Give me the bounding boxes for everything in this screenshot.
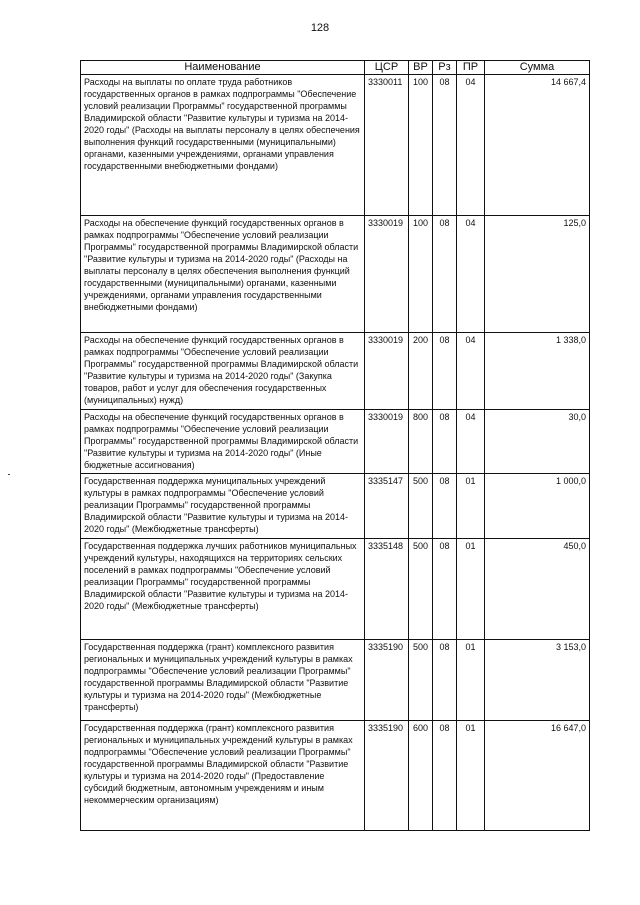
cell-pr: 04: [457, 75, 485, 216]
cell-rz: 08: [433, 640, 457, 721]
cell-sum: 1 000,0: [485, 474, 590, 539]
cell-rz: 08: [433, 721, 457, 831]
cell-csr: 3335148: [365, 539, 409, 640]
header-name: Наименование: [81, 61, 365, 75]
cell-rz: 08: [433, 474, 457, 539]
cell-vr: 500: [409, 474, 433, 539]
table-row: [81, 216, 590, 333]
cell-pr: 01: [457, 539, 485, 640]
table-row: [81, 539, 590, 640]
table-row: [81, 410, 590, 474]
cell-csr: 3335190: [365, 640, 409, 721]
cell-pr: 04: [457, 216, 485, 333]
cell-name: Расходы на обеспечение функций государственных органов в рамках подпрограммы "Обеспечение условий реализации Программы" государственной программы Владимирской области "Развитие культуры и туризма на 2014-2020 годы" (Иные бюджетные ассигнования): [81, 410, 365, 474]
cell-name: Государственная поддержка (грант) комплексного развития региональных и муниципальных учреждений культуры в рамках подпрограммы "Обеспечение условий реализации Программы" государственной программы Владимирской области "Развитие культуры и туризма на 2014-2020 годы" (Межбюджетные трансферты): [81, 640, 365, 721]
header-csr: ЦСР: [365, 61, 409, 75]
cell-pr: 01: [457, 721, 485, 831]
table-row: [81, 640, 590, 721]
cell-pr: 01: [457, 640, 485, 721]
cell-name: Расходы на обеспечение функций государственных органов в рамках подпрограммы "Обеспечение условий реализации Программы" государственной программы Владимирской области "Развитие культуры и туризма на 2014-2020 годы" (Закупка товаров, работ и услуг для обеспечения государственных (муниципальных) нужд): [81, 333, 365, 410]
cell-sum: 1 338,0: [485, 333, 590, 410]
cell-csr: 3330019: [365, 216, 409, 333]
cell-rz: 08: [433, 410, 457, 474]
table-row: [81, 75, 590, 216]
cell-name: Расходы на выплаты по оплате труда работников государственных органов в рамках подпрограммы "Обеспечение условий реализации Программы" государственной программы Владимирской области "Развитие культуры и туризма на 2014-2020 годы" (Расходы на выплаты персоналу в целях обеспечения выполнения функций государственными (муниципальными) органами, казенными учреждениями, органами управления государственными внебюджетными фондами): [81, 75, 365, 216]
table-row: [81, 721, 590, 831]
cell-sum: 30,0: [485, 410, 590, 474]
cell-name: Государственная поддержка (грант) комплексного развития региональных и муниципальных учреждений культуры в рамках подпрограммы "Обеспечение условий реализации Программы" государственной программы Владимирской области "Развитие культуры и туризма на 2014-2020 годы" (Предоставление субсидий бюджетным, автономным учреждениям и иным некоммерческим организациям): [81, 721, 365, 831]
cell-name: Государственная поддержка муниципальных учреждений культуры в рамках подпрограммы "Обеспечение условий реализации Программы" государственной программы Владимирской области "Развитие культуры и туризма на 2014-2020 годы" (Межбюджетные трансферты): [81, 474, 365, 539]
cell-vr: 600: [409, 721, 433, 831]
cell-csr: 3330019: [365, 333, 409, 410]
cell-pr: 01: [457, 474, 485, 539]
table-row: [81, 474, 590, 539]
cell-csr: 3335190: [365, 721, 409, 831]
header-sum: Сумма: [485, 61, 590, 75]
cell-rz: 08: [433, 75, 457, 216]
table-row: [81, 333, 590, 410]
cell-sum: 3 153,0: [485, 640, 590, 721]
cell-pr: 04: [457, 410, 485, 474]
table-header-row: [81, 61, 590, 75]
cell-csr: 3330019: [365, 410, 409, 474]
cell-rz: 08: [433, 216, 457, 333]
scan-margin-mark: [8, 474, 10, 475]
cell-name: Государственная поддержка лучших работников муниципальных учреждений культуры, находящихся на территориях сельских поселений в рамках подпрограммы "Обеспечение условий реализации Программы" государственной программы Владимирской области "Развитие культуры и туризма на 2014-2020 годы" (Межбюджетные трансферты): [81, 539, 365, 640]
cell-csr: 3335147: [365, 474, 409, 539]
header-pr: ПР: [457, 61, 485, 75]
header-rz: Рз: [433, 61, 457, 75]
cell-csr: 3330011: [365, 75, 409, 216]
cell-rz: 08: [433, 333, 457, 410]
cell-name: Расходы на обеспечение функций государственных органов в рамках подпрограммы "Обеспечение условий реализации Программы" государственной программы Владимирской области "Развитие культуры и туризма на 2014-2020 годы" (Расходы на выплаты персоналу в целях обеспечения выполнения функций государственными (муниципальными) органами, казенными учреждениями, органами управления государственными внебюджетными фондами): [81, 216, 365, 333]
cell-vr: 100: [409, 75, 433, 216]
cell-pr: 04: [457, 333, 485, 410]
cell-vr: 500: [409, 640, 433, 721]
budget-table: [80, 60, 590, 831]
page-number: 128: [310, 22, 330, 34]
cell-rz: 08: [433, 539, 457, 640]
header-vr: ВР: [409, 61, 433, 75]
cell-vr: 100: [409, 216, 433, 333]
cell-sum: 125,0: [485, 216, 590, 333]
cell-vr: 800: [409, 410, 433, 474]
cell-sum: 14 667,4: [485, 75, 590, 216]
cell-vr: 500: [409, 539, 433, 640]
cell-vr: 200: [409, 333, 433, 410]
cell-sum: 450,0: [485, 539, 590, 640]
cell-sum: 16 647,0: [485, 721, 590, 831]
